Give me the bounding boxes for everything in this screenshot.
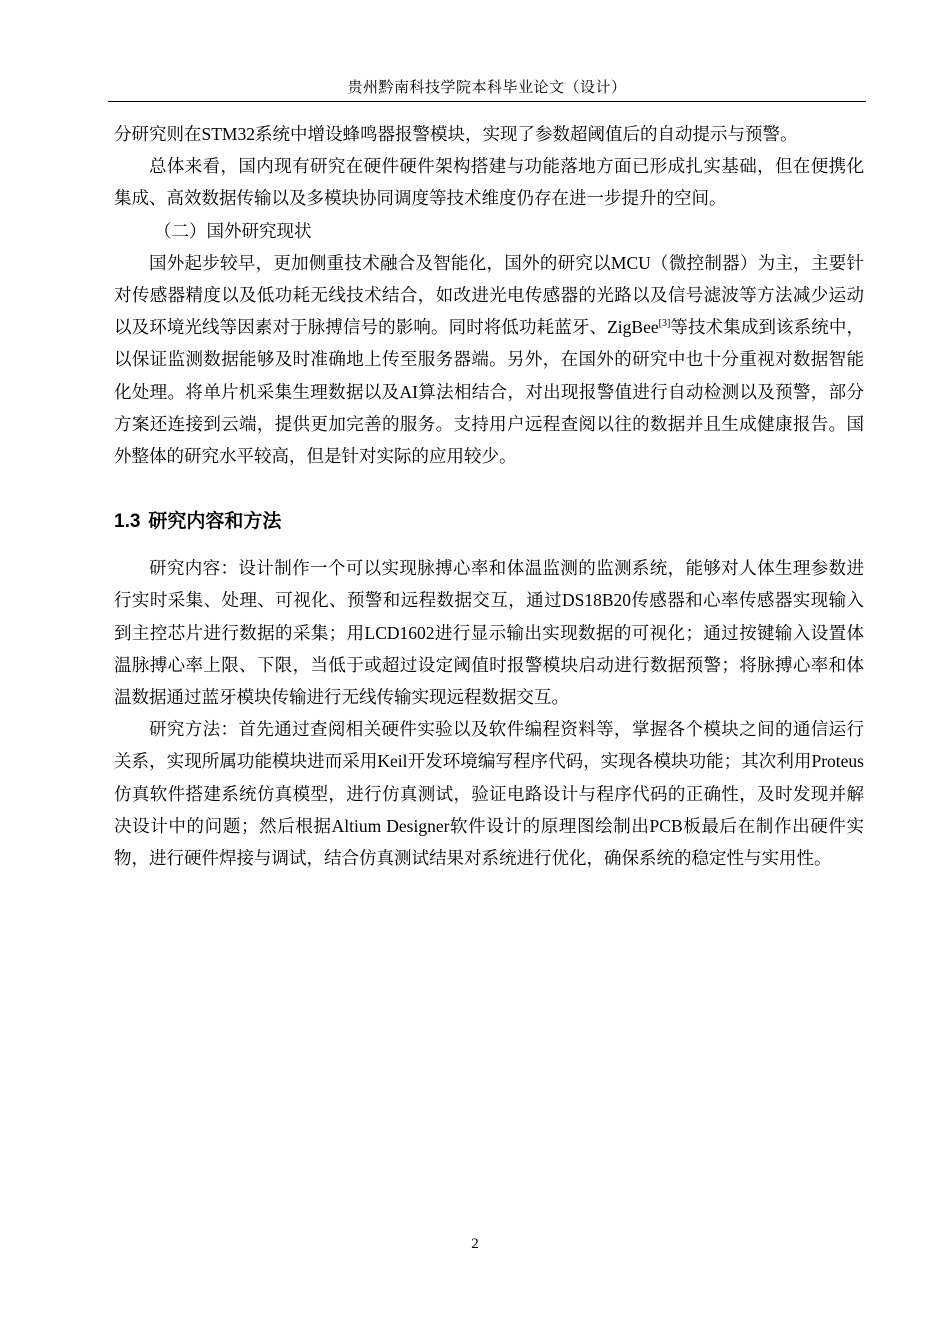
paragraph-research-method: 研究方法：首先通过查阅相关硬件实验以及软件编程资料等，掌握各个模块之间的通信运行关系，实现所属功能模块进而采用Keil开发环境编写程序代码，实现各模块功能；其次利用Proteus仿真软件搭建系统仿真模型，进行仿真测试，验证电路设计与程序代码的正确性，及时发现并解决设计中的问题；然后根据Altium Designer软件设计的原理图绘制出PCB板最后在制作出硬件实物，进行硬件焊接与调试，结合仿真测试结果对系统进行优化，确保系统的稳定性与实用性。 [114,719,864,869]
subheading-foreign-research: （二）国外研究现状 [154,220,312,241]
paragraph-foreign-research [114,247,864,472]
section-title: 研究内容和方法 [148,511,282,533]
section-number: 1.3 [114,511,141,533]
citation-reference: [3] [658,318,671,330]
paragraph-domestic-summary: 总体来看，国内现有研究在硬件硬件架构搭建与功能落地方面已形成扎实基础，但在便携化集成、高效数据传输以及多模块协同调度等技术维度仍存在进一步提升的空间。 [114,156,864,209]
paragraph-continuation: 分研究则在STM32系统中增设蜂鸣器报警模块，实现了参数超阈值后的自动提示与预警。 [114,124,798,144]
page-number: 2 [471,1236,479,1252]
running-header: 贵州黔南科技学院本科毕业论文（设计） [347,80,627,96]
paragraph-foreign-research-part1: 国外起步较早，更加侧重技术融合及智能化，国外的研究以MCU（微控制器）为主，主要针对传感器精度以及低功耗无线技术结合，如改进光电传感器的光路以及信号滤波等方法减少运动以及环境光线等因素对于脉搏信号的影响。同时将低功耗蓝牙、ZigBee [114,252,864,338]
paragraph-foreign-research-part2: 等技术集成到该系统中，以保证监测数据能够及时准确地上传至服务器端。另外，在国外的研究中也十分重视对数据智能化处理。将单片机采集生理数据以及AI算法相结合，对出现报警值进行自动检测以及预警，部分方案还连接到云端，提供更加完善的服务。支持用户远程查阅以往的数据并且生成健康报告。国外整体的研究水平较高，但是针对实际的应用较少。 [114,317,864,467]
body-text [114,118,864,874]
paragraph-research-content: 研究内容：设计制作一个可以实现脉搏心率和体温监测的监测系统，能够对人体生理参数进行实时采集、处理、可视化、预警和远程数据交互，通过DS18B20传感器和心率传感器实现输入到主控芯片进行数据的采集；用LCD1602进行显示输出实现数据的可视化；通过按键输入设置体温脉搏心率上限、下限，当低于或超过设定阈值时报警模块启动进行数据预警；将脉搏心率和体温数据通过蓝牙模块传输进行无线传输实现远程数据交互。 [114,558,864,708]
section-heading [114,506,864,538]
header-divider [108,101,866,102]
